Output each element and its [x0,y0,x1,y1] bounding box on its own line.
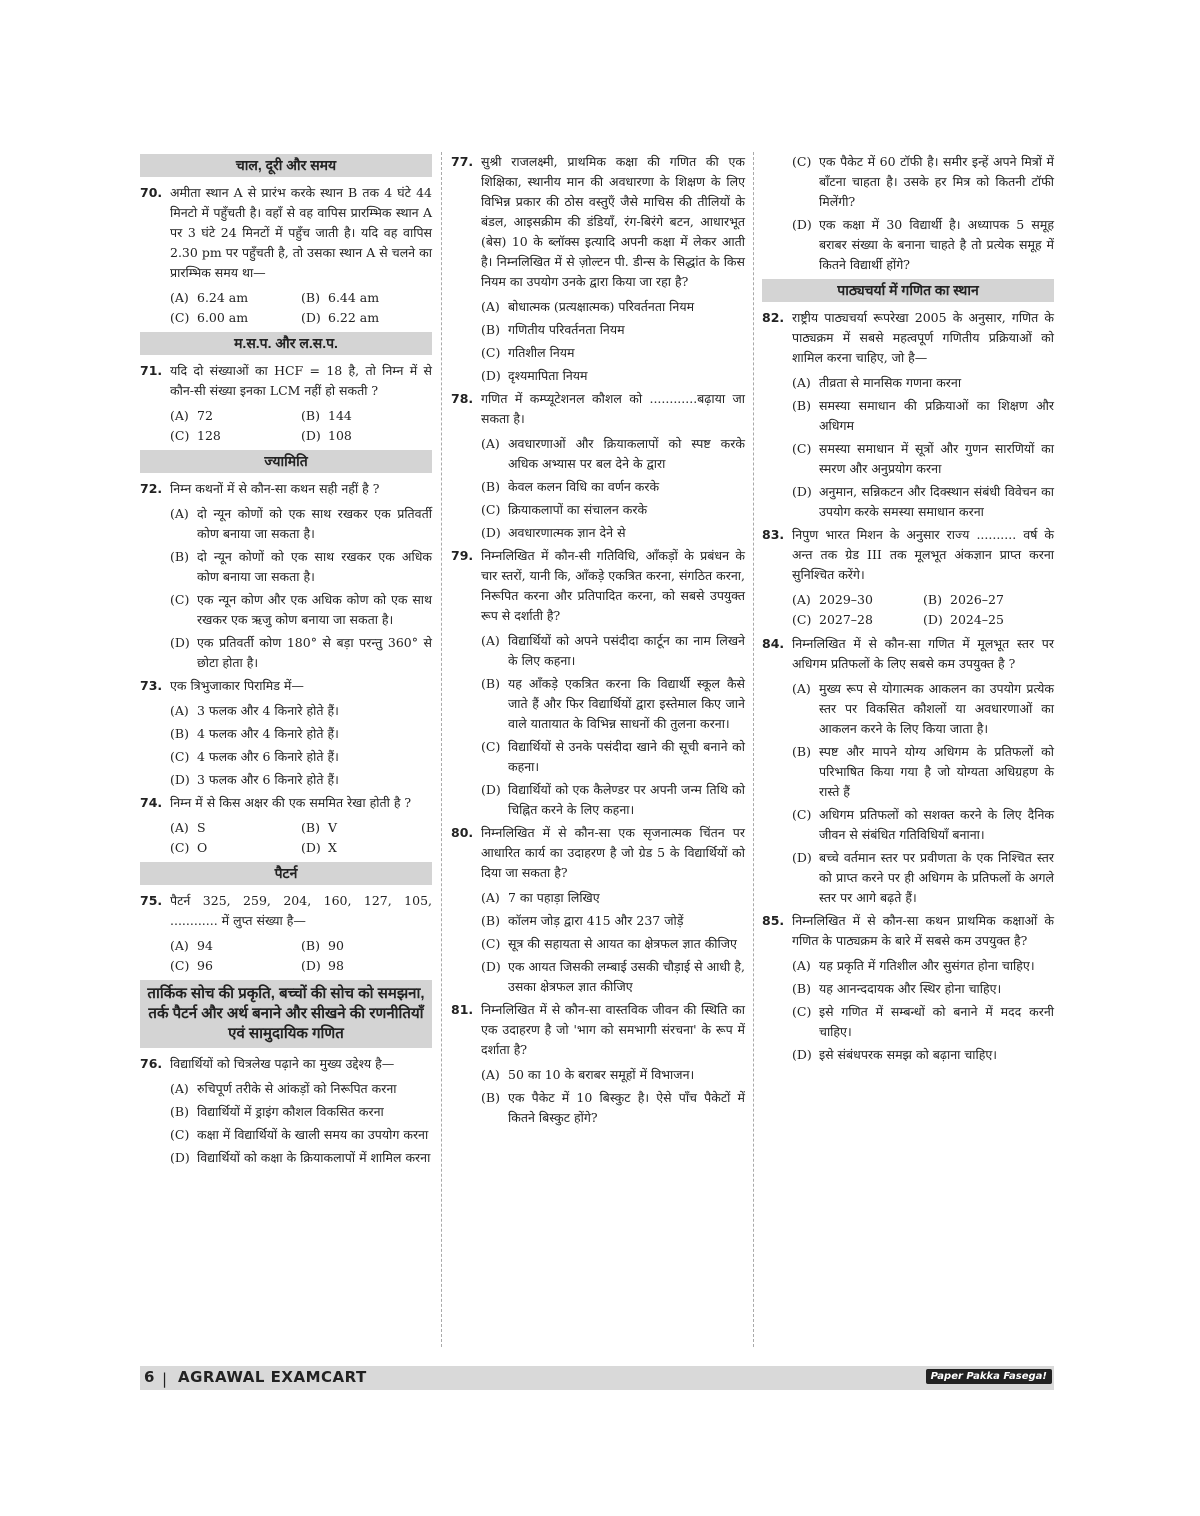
question-70 [140,183,432,283]
question-81: 81. निम्नलिखित में से कौन-सा वास्तविक जीवन की स्थिति का एक उदाहरण है जो 'भाग को समभागी संरचना' के रूप में दर्शाता है? [451,1002,745,1057]
option-c: (C) इसे गणित में सम्बन्धों को बनाने में मदद करनी चाहिए। [792,1004,1054,1039]
option-d: (D) विद्यार्थियों को एक कैलेण्डर पर अपनी जन्म तिथि को चिह्नित करने के लिए कहना। [481,782,745,817]
options [792,152,1054,275]
option-b: (B) यह आनन्ददायक और स्थिर होना चाहिए। [792,981,1002,996]
question-80: 80. निम्नलिखित में से कौन-सा एक सृजनात्मक चिंतन पर आधारित कार्य का उदाहरण है जो ग्रेड 5 के विद्यार्थियों को दिया जा सकता है? [451,825,745,880]
options [481,1065,745,1128]
option-a: (A) बोधात्मक (प्रत्यक्षात्मक) परिवर्तनता नियम [481,299,695,314]
option-c: (C) समस्या समाधान में सूत्रों और गुणन सारणियों का स्मरण और अनुप्रयोग करना [792,441,1054,476]
question-79: 79. निम्नलिखित में कौन-सी गतिविधि, आँकड़ों के प्रबंधन के चार स्तरों, यानी कि, आँकड़े एकत्रित करना, संगठित करना, निरूपित करना और प्रतिपादित करना, को सबसे उपयुक्त रूप से दर्शाती है? [451,548,745,623]
question-84: 84. निम्नलिखित में से कौन-सा गणित में मूलभूत स्तर पर अधिगम प्रतिफलों के लिए सबसे कम उपयुक्त है ? [762,636,1054,671]
options [170,504,432,673]
option-d: (D) बच्चे वर्तमान स्तर पर प्रवीणता के एक निश्चित स्तर को प्राप्त करने पर ही अधिगम के प्रतिफलों के अगले स्तर पर आगे बढ़ते हैं। [792,850,1054,905]
option-c: (C) 96 [170,958,213,973]
option-a: (A) 3 फलक और 4 किनारे होते हैं। [170,703,339,718]
option-c: (C) अधिगम प्रतिफलों को सशक्त करने के लिए दैनिक जीवन से संबंधित गतिविधियाँ बनाना। [792,807,1054,842]
options [792,679,1054,908]
tagline-badge: Paper Pakka Fasega! [926,1369,1052,1384]
brand-logo: AGRAWAL EXAMCART [178,1368,367,1386]
column-3 [762,152,1054,1068]
option-d: (D) अनुमान, सन्निकटन और दिक्स्थान संबंधी विवेचन का उपयोग करके समस्या समाधान करना [792,484,1054,519]
option-c: (C) गतिशील नियम [481,345,575,360]
page-footer [140,1366,1054,1390]
option-c: (C) 4 फलक और 6 किनारे होते हैं। [170,749,339,764]
column-divider [753,152,754,1347]
options [481,434,745,543]
question-83: 83. निपुण भारत मिशन के अनुसार राज्य .......... वर्ष के अन्त तक ग्रेड III तक मूलभूत अंकज्ञान प्राप्त करना सुनिश्चित करेंगे। [762,527,1054,582]
option-c: (C) O [170,840,208,855]
option-a: (A) 94 [170,938,213,953]
option-a: (A) विद्यार्थियों को अपने पसंदीदा कार्टून का नाम लिखने के लिए कहना। [481,633,745,668]
section-heading: पाठ्यचर्या में गणित का स्थान [762,279,1054,302]
options [170,1079,432,1168]
question-72: 72. निम्न कथनों में से कौन-सा कथन सही नहीं है ? [140,481,380,496]
option-d: (D) अवधारणात्मक ज्ञान देने से [481,525,626,540]
option-b: (B) 144 [301,408,352,423]
option-b: (B) समस्या समाधान की प्रक्रियाओं का शिक्षण और अधिगम [792,398,1054,433]
options [170,936,432,976]
option-d: (D) 6.22 am [301,310,380,325]
option-a: (A) रुचिपूर्ण तरीके से आंकड़ों को निरूपित करना [170,1081,397,1096]
option-b: (B) 2026–27 [923,592,1004,607]
option-d: (D) एक प्रतिवर्ती कोण 180° से बड़ा परन्तु 360° से छोटा होता है। [170,635,432,670]
option-b: (B) 6.44 am [301,290,380,305]
options [792,590,1054,630]
column-2 [451,152,745,1131]
option-b: (B) केवल कलन विधि का वर्णन करके [481,479,660,494]
option-a: (A) 7 का पहाड़ा लिखिए [481,890,600,905]
option-d: (D) दृश्यमापिता नियम [481,368,588,383]
option-b: (B) यह आँकड़े एकत्रित करना कि विद्यार्थी स्कूल कैसे जाते हैं और फिर विद्यार्थियों द्वारा इस्तेमाल किए जाने वाले यातायात के विभिन्न साधनों की तुलना करना। [481,676,745,731]
option-a: (A) अवधारणाओं और क्रियाकलापों को स्पष्ट करके अधिक अभ्यास पर बल देने के द्वारा [481,436,745,471]
section-heading: तार्किक सोच की प्रकृति, बच्चों की सोच को समझना, तर्क पैटर्न और अर्थ बनाने और सीखने की रणनीतियाँ एवं सामुदायिक गणित [140,980,432,1048]
option-c: (C) एक न्यून कोण और एक अधिक कोण को एक साथ रखकर एक ऋजु कोण बनाया जा सकता है। [170,592,432,627]
option-b: (B) विद्यार्थियों में ड्राइंग कौशल विकसित करना [170,1104,384,1119]
question-82: 82. राष्ट्रीय पाठ्यचर्या रूपरेखा 2005 के अनुसार, गणित के पाठ्यक्रम में सबसे महत्वपूर्ण गणितीय प्रक्रियाओं को शामिल करना चाहिए, जो है— [762,310,1054,365]
option-b: (B) 4 फलक और 4 किनारे होते हैं। [170,726,339,741]
question-76: 76. विद्यार्थियों को चित्रलेख पढ़ाने का मुख्य उद्देश्य है— [140,1056,395,1071]
option-a: (A) दो न्यून कोणों को एक साथ रखकर एक प्रतिवर्ती कोण बनाया जा सकता है। [170,506,432,541]
option-d: (D) X [301,840,337,855]
option-a: (A) 2029–30 [792,592,873,607]
section-heading: म.स.प. और ल.स.प. [140,332,432,355]
option-b: (B) 90 [301,938,344,953]
options [792,373,1054,522]
options [170,701,432,790]
options [481,888,745,997]
option-c: (C) एक पैकेट में 60 टॉफी है। समीर इन्हें अपने मित्रों में बाँटना चाहता है। उसके हर मित्र को कितनी टॉफी मिलेंगी? [792,154,1054,209]
section-heading: पैटर्न [140,862,432,885]
option-a: (A) 50 का 10 के बराबर समूहों में विभाजन। [481,1067,695,1082]
option-c: (C) 128 [170,428,221,443]
footer-separator: | [162,1370,168,1388]
page-number: 6 [144,1368,155,1386]
option-c: (C) सूत्र की सहायता से आयत का क्षेत्रफल ज्ञात कीजिए [481,936,737,951]
option-a: (A) 6.24 am [170,290,249,305]
option-d: (D) 3 फलक और 6 किनारे होते हैं। [170,772,339,787]
column-1 [140,152,432,1171]
option-d: (D) 108 [301,428,352,443]
option-a: (A) यह प्रकृति में गतिशील और सुसंगत होना चाहिए। [792,958,1035,973]
option-a: (A) S [170,820,206,835]
options [481,297,745,386]
options [170,818,432,858]
question-74: 74. निम्न में से किस अक्षर की एक सममित रेखा होती है ? [140,795,412,810]
option-d: (D) 2024–25 [923,612,1004,627]
option-b: (B) स्पष्ट और मापने योग्य अधिगम के प्रतिफलों को परिभाषित किया गया है जो योग्यता अधिग्रहण के रास्ते हैं [792,744,1054,799]
option-c: (C) क्रियाकलापों का संचालन करके [481,502,648,517]
page-content [140,152,1054,1347]
option-d: (D) एक कक्षा में 30 विद्यार्थी है। अध्यापक 5 समूह बराबर संख्या के बनाना चाहते है तो प्रत्येक समूह में कितने विद्यार्थी होंगे? [792,217,1054,272]
option-c: (C) 2027–28 [792,612,873,627]
options [481,631,745,820]
option-a: (A) तीव्रता से मानसिक गणना करना [792,375,962,390]
option-b: (B) एक पैकेट में 10 बिस्कुट है। ऐसे पाँच पैकेटों में कितने बिस्कुट होंगे? [481,1090,745,1125]
option-b: (B) V [301,820,338,835]
options [170,288,432,328]
column-divider [441,152,442,1347]
option-d: (D) एक आयत जिसकी लम्बाई उसकी चौड़ाई से आधी है, उसका क्षेत्रफल ज्ञात कीजिए [481,959,745,994]
option-a: (A) 72 [170,408,213,423]
question-number: 70. [140,185,163,200]
options [170,406,432,446]
option-c: (C) कक्षा में विद्यार्थियों के खाली समय का उपयोग करना [170,1127,429,1142]
question-71: 71. यदि दो संख्याओं का HCF = 18 है, तो निम्न में से कौन-सी संख्या इनका LCM नहीं हो सकती ? [140,363,432,398]
question-75: 75. पैटर्न 325, 259, 204, 160, 127, 105, ............ में लुप्त संख्या है— [140,893,432,928]
option-c: (C) विद्यार्थियों से उनके पसंदीदा खाने की सूची बनाने को कहना। [481,739,745,774]
question-85: 85. निम्नलिखित में से कौन-सा कथन प्राथमिक कक्षाओं के गणित के पाठ्यक्रम के बारे में सबसे कम उपयुक्त है? [762,913,1054,948]
question-73: 73. एक त्रिभुजाकार पिरामिड में— [140,678,304,693]
option-b: (B) दो न्यून कोणों को एक साथ रखकर एक अधिक कोण बनाया जा सकता है। [170,549,432,584]
options [792,956,1054,1065]
question-78: 78. गणित में कम्प्यूटेशनल कौशल को ............बढ़ाया जा सकता है। [451,391,745,426]
option-b: (B) गणितीय परिवर्तनता नियम [481,322,625,337]
question-77: 77. सुश्री राजलक्ष्मी, प्राथमिक कक्षा की गणित की एक शिक्षिका, स्थानीय मान की अवधारणा के शिक्षण के लिए विभिन्न प्रकार की ठोस वस्तुएँ जैसे माचिस की तीलियों के बंडल, आइसक्रीम की डंडियाँ, रंग-बिरंगे बटन, आधारभूत (बेस) 10 के ब्लॉक्स इत्यादि अपनी कक्षा में लेकर आती है। निम्नलिखित में से ज़ोल्टन पी. डीन्स के सिद्धांत के किस नियम का उपयोग उनके द्वारा किया जा रहा है? [451,154,745,289]
option-d: (D) इसे संबंधपरक समझ को बढ़ाना चाहिए। [792,1047,998,1062]
option-d: (D) विद्यार्थियों को कक्षा के क्रियाकलापों में शामिल करना [170,1150,431,1165]
section-heading: ज्यामिति [140,450,432,473]
option-a: (A) मुख्य रूप से योगात्मक आकलन का उपयोग प्रत्येक स्तर पर विकसित कौशलों या अवधारणाओं का आकलन करने के लिए किया जाता है। [792,681,1054,736]
option-d: (D) 98 [301,958,344,973]
option-c: (C) 6.00 am [170,310,249,325]
option-b: (B) कॉलम जोड़ द्वारा 415 और 237 जोड़ें [481,913,684,928]
section-heading: चाल, दूरी और समय [140,154,432,177]
question-text: अमीता स्थान A से प्रारंभ करके स्थान B तक 4 घंटे 44 मिनटो में पहुँचती है। वहाँ से वह वापिस प्रारम्भिक स्थान A पर 3 घंटे 24 मिनटों में पहुँच जाती है। यदि वह वापिस 2.30 pm पर पहुँचती है, तो उसका स्थान A से चलने का प्रारम्भिक समय था— [170,185,432,280]
